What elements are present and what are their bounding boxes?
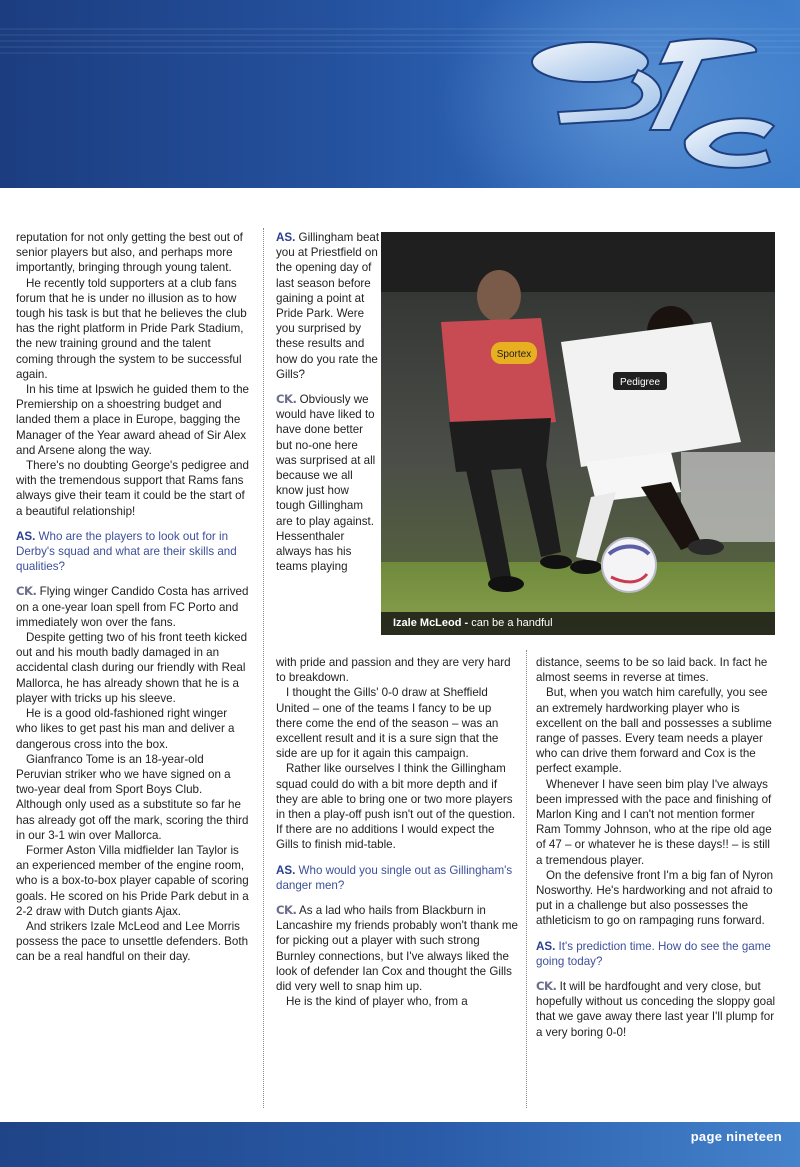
paragraph: In his time at Ipswich he guided them to the Premiership on a shoestring budget and landed them a place in Europe, bagging the Manager of the Year award ahead of Sir Alex and Arsene along the way. (16, 383, 249, 457)
interviewee-tag: CK. (276, 392, 297, 407)
question (276, 863, 520, 893)
answer (276, 392, 380, 574)
footer-band (0, 1122, 800, 1167)
paragraph: But, when you watch him carefully, you see an extremely hardworking player who is excellent on the ball and possesses a sublime range of passes. Every team needs a player who can drive them forward and Cox is the perfect example. (536, 686, 772, 776)
answer (536, 979, 776, 1040)
interviewee-tag: CK. (16, 584, 37, 599)
answer-text: Obviously we would have liked to have done better but no-one here was surprised at all because we all know just how tough Gillingham are to play against. Hessenthaler always has his teams playing (276, 393, 376, 574)
photo-caption (381, 612, 775, 635)
paragraph: Despite getting two of his front teeth kicked out and his mouth badly damaged in an accidental clash during our friendly with Real Mallorca, he has already shown that he is a player with tricks up his sleeve. (16, 631, 248, 705)
gfc-logo (520, 22, 780, 172)
caption-name: Izale McLeod - (393, 617, 469, 629)
sponsor-left: Sportex (496, 349, 532, 360)
page-number: page nineteen (690, 1129, 782, 1144)
answer-text: It will be hardfought and very close, but hopefully without us conceding the sloppy goal that we gave away there last year I'll plump for a very boring 0-0! (536, 980, 776, 1039)
match-photo (381, 232, 775, 635)
interviewer-tag: AS. (276, 231, 296, 244)
column-3 (536, 655, 776, 1040)
interviewer-tag: AS. (276, 863, 296, 877)
paragraph: And strikers Izale McLeod and Lee Morris possess the pace to unsettle defenders. Both can be a real handful on their day. (16, 919, 249, 964)
paragraph: with pride and passion and they are very hard to breakdown. (276, 656, 511, 685)
paragraph: Former Aston Villa midfielder Ian Taylor is an experienced member of the engine room, who is a box-to-box player capable of scoring goals. He scored on his Pride Park debut in a 2-2 draw with Dutch giants Ajax. (16, 843, 249, 918)
interviewee-tag: CK. (536, 979, 557, 994)
question-text: It's prediction time. How do see the game going today? (536, 939, 771, 968)
interviewer-tag: AS. (536, 939, 556, 953)
question (536, 939, 776, 969)
football-action-image (381, 232, 775, 635)
interviewee-tag: CK. (276, 903, 297, 918)
question (16, 529, 250, 575)
caption-text: can be a handful (468, 617, 553, 629)
paragraph: Rather like ourselves I think the Gillingham squad could do with a bit more depth and if they are able to bring one or two more players in then a play-off push isn't out of the question. If there are no additions I would expect the Gills to finish mid-table. (276, 762, 516, 852)
paragraph: reputation for not only getting the best out of senior players but also, and perhaps more importantly, bringing through young talent. (16, 231, 243, 275)
column-divider (263, 228, 264, 1108)
question-text: Gillingham beat you at Priestfield on the opening day of last season before gaining a point at Pride Park. Were you surprised by these results and how do you rate the Gills? (276, 231, 380, 381)
paragraph: Gianfranco Tome is an 18-year-old Peruvian striker who we have signed on a two-year deal from Sport Boys Club. Although only used as a substitute so far he has already got off the mark, scoring the third in our 3-1 win over Mallorca. (16, 752, 249, 842)
answer (16, 584, 250, 630)
answer-text: As a lad who hails from Blackburn in Lancashire my friends probably won't thank me for picking out a player with such strong Burnley connections, but I've always liked the look of defender Ian Cox and thought the Gills did very well to snap him up. (276, 904, 518, 994)
paragraph: He recently told supporters at a club fans forum that he is under no illusion as to how tough his task is but that he believes the club has the right platform in Pride Park Stadium, the new training ground and the talent coming through the system to be successful again. (16, 276, 247, 381)
paragraph: He is the kind of player who, from a (286, 995, 468, 1009)
paragraph: Whenever I have seen bim play I've always been impressed with the pace and finishing of Marlon King and I can't not mention former Ram Tommy Johnson, who at the ripe old age of 47 – or whatever he is these days!! – is still a tremendous player. (536, 777, 772, 867)
answer (276, 903, 520, 994)
paragraph: There's no doubting George's pedigree and with the tremendous support that Rams fans always give their team it could be the start of a beautiful relationship! (16, 459, 249, 518)
column-2-bottom (276, 655, 520, 1009)
answer-text: Flying winger Candido Costa has arrived on a one-year loan spell from FC Porto and immediately won over the fans. (16, 585, 249, 629)
column-divider (526, 650, 527, 1108)
paragraph: distance, seems to be so laid back. In fact he almost seems in reverse at times. (536, 656, 768, 685)
question-text: Who are the players to look out for in Derby's squad and what are their skills and qualities? (16, 529, 237, 574)
paragraph: I thought the Gills' 0-0 draw at Sheffield United – one of the teams I fancy to be up there come the end of the season – was an excellent result and it is a sure sign that the side are up for it again this campaign. (276, 686, 499, 761)
sponsor-right: Pedigree (619, 377, 661, 388)
column-1 (16, 230, 250, 965)
header-banner (0, 0, 800, 188)
column-2-top (276, 230, 380, 574)
interviewer-tag: AS. (16, 529, 36, 543)
question (276, 230, 380, 382)
paragraph: He is a good old-fashioned right winger who likes to get past his man and deliver a dangerous cross into the box. (16, 707, 235, 751)
paragraph: On the defensive front I'm a big fan of Nyron Nosworthy. He's hardworking and not afraid to put in a challenge but also possesses the athleticism to go on rampaging runs forward. (536, 868, 774, 928)
question-text: Who would you single out as Gillingham's danger men? (276, 863, 513, 892)
